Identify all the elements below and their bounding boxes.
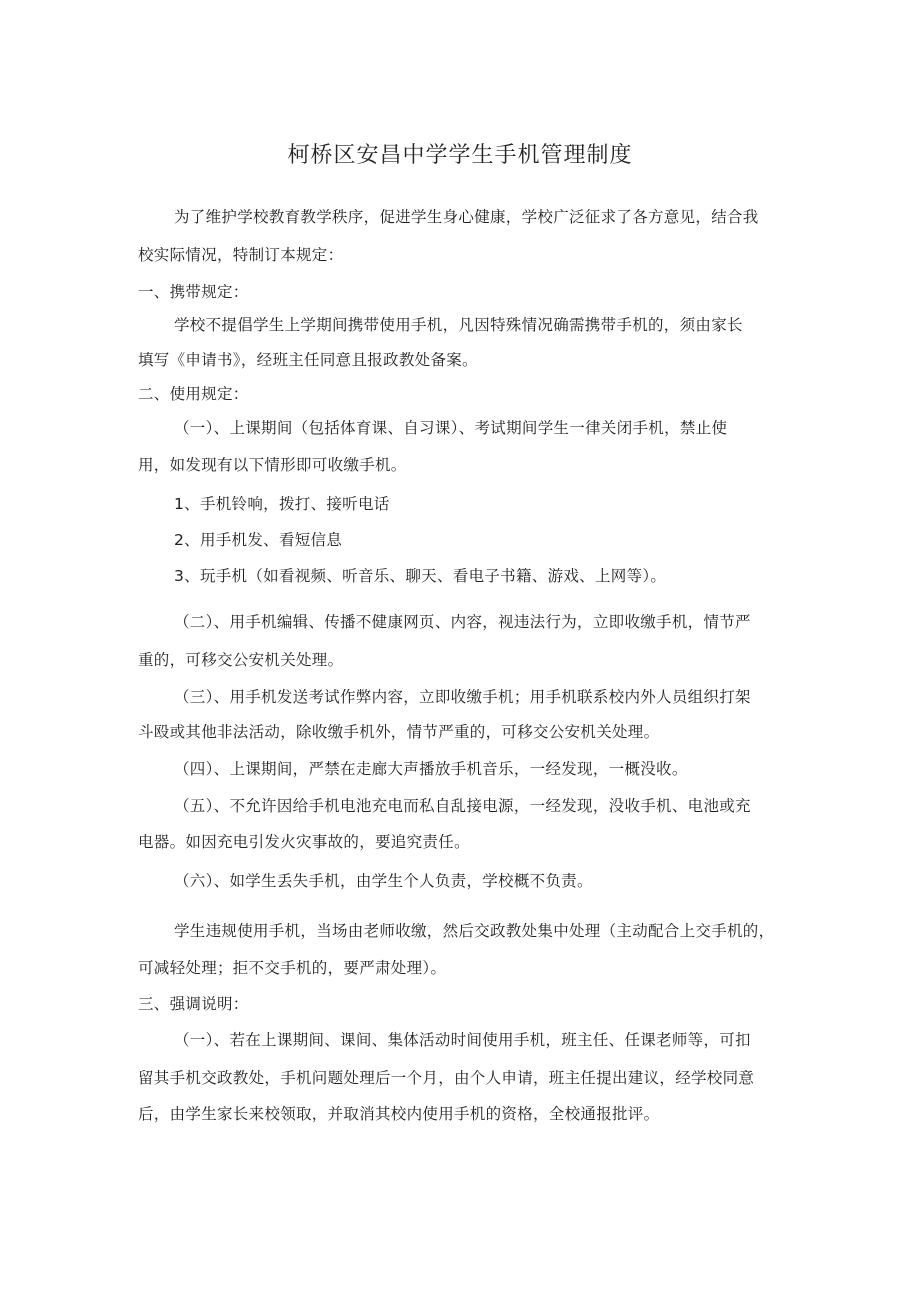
section3-clause1-line-3: 后，由学生家长来校领取，并取消其校内使用手机的资格，全校通报批评。 xyxy=(138,1105,660,1123)
section1-heading: 一、携带规定： xyxy=(138,283,249,301)
list-item-2: 2、用手机发、看短信息 xyxy=(174,531,343,549)
section2-clause3-line-1: （三）、用手机发送考试作弊内容，立即收缴手机；用手机联系校内外人员组织打架 xyxy=(174,688,751,706)
intro-line-2: 校实际情况，特制订本规定： xyxy=(138,246,344,264)
list-item-3: 3、玩手机（如看视频、听音乐、聊天、看电子书籍、游戏、上网等）。 xyxy=(174,567,667,585)
section3-heading: 三、强调说明： xyxy=(138,995,249,1013)
section2-clause5-line-1: （五）、不允许因给手机电池充电而私自乱接电源，一经发现，没收手机、电池或充 xyxy=(174,797,751,815)
section2-clause6-line-1: （六）、如学生丢失手机，由学生个人负责，学校概不负责。 xyxy=(174,872,593,890)
intro-line-1: 为了维护学校教育教学秩序，促进学生身心健康，学校广泛征求了各方意见，结合我 xyxy=(174,208,759,226)
summary-line-2: 可减轻处理；拒不交手机的，要严肃处理）。 xyxy=(138,959,447,977)
summary-line-1: 学生违规使用手机，当场由老师收缴，然后交政教处集中处理（主动配合上交手机的， xyxy=(174,922,775,940)
section2-clause1-line-2: 用，如发现有以下情形即可收缴手机。 xyxy=(138,456,407,474)
section2-clause4-line-1: （四）、上课期间，严禁在走廊大声播放手机音乐，一经发现，一概没收。 xyxy=(174,760,688,778)
section1-body-line-2: 填写《申请书》，经班主任同意且报政教处备案。 xyxy=(138,351,478,369)
section2-heading: 二、使用规定： xyxy=(138,385,249,403)
section1-body-line-1: 学校不提倡学生上学期间携带使用手机，凡因特殊情况确需携带手机的，须由家长 xyxy=(174,316,743,334)
section2-clause3-line-2: 斗殴或其他非法活动，除收缴手机外，情节严重的，可移交公安机关处理。 xyxy=(138,723,660,741)
section3-clause1-line-1: （一）、若在上课期间、课间、集体活动时间使用手机，班主任、任课老师等，可扣 xyxy=(174,1031,751,1049)
list-item-1: 1、手机铃响，拨打、接听电话 xyxy=(174,495,390,513)
section2-clause1-line-1: （一）、上课期间（包括体育课、自习课）、考试期间学生一律关闭手机，禁止使 xyxy=(174,419,728,437)
section2-clause2-line-2: 重的，可移交公安机关处理。 xyxy=(138,651,344,669)
section3-clause1-line-2: 留其手机交政教处，手机问题处理后一个月，由个人申请，班主任提出建议，经学校同意 xyxy=(138,1069,755,1087)
section2-clause2-line-1: （二）、用手机编辑、传播不健康网页、内容，视违法行为，立即收缴手机，情节严 xyxy=(174,613,751,631)
section2-clause5-line-2: 电器。如因充电引发火灾事故的，要追究责任。 xyxy=(138,833,470,851)
document-title: 柯桥区安昌中学学生手机管理制度 xyxy=(287,143,633,168)
